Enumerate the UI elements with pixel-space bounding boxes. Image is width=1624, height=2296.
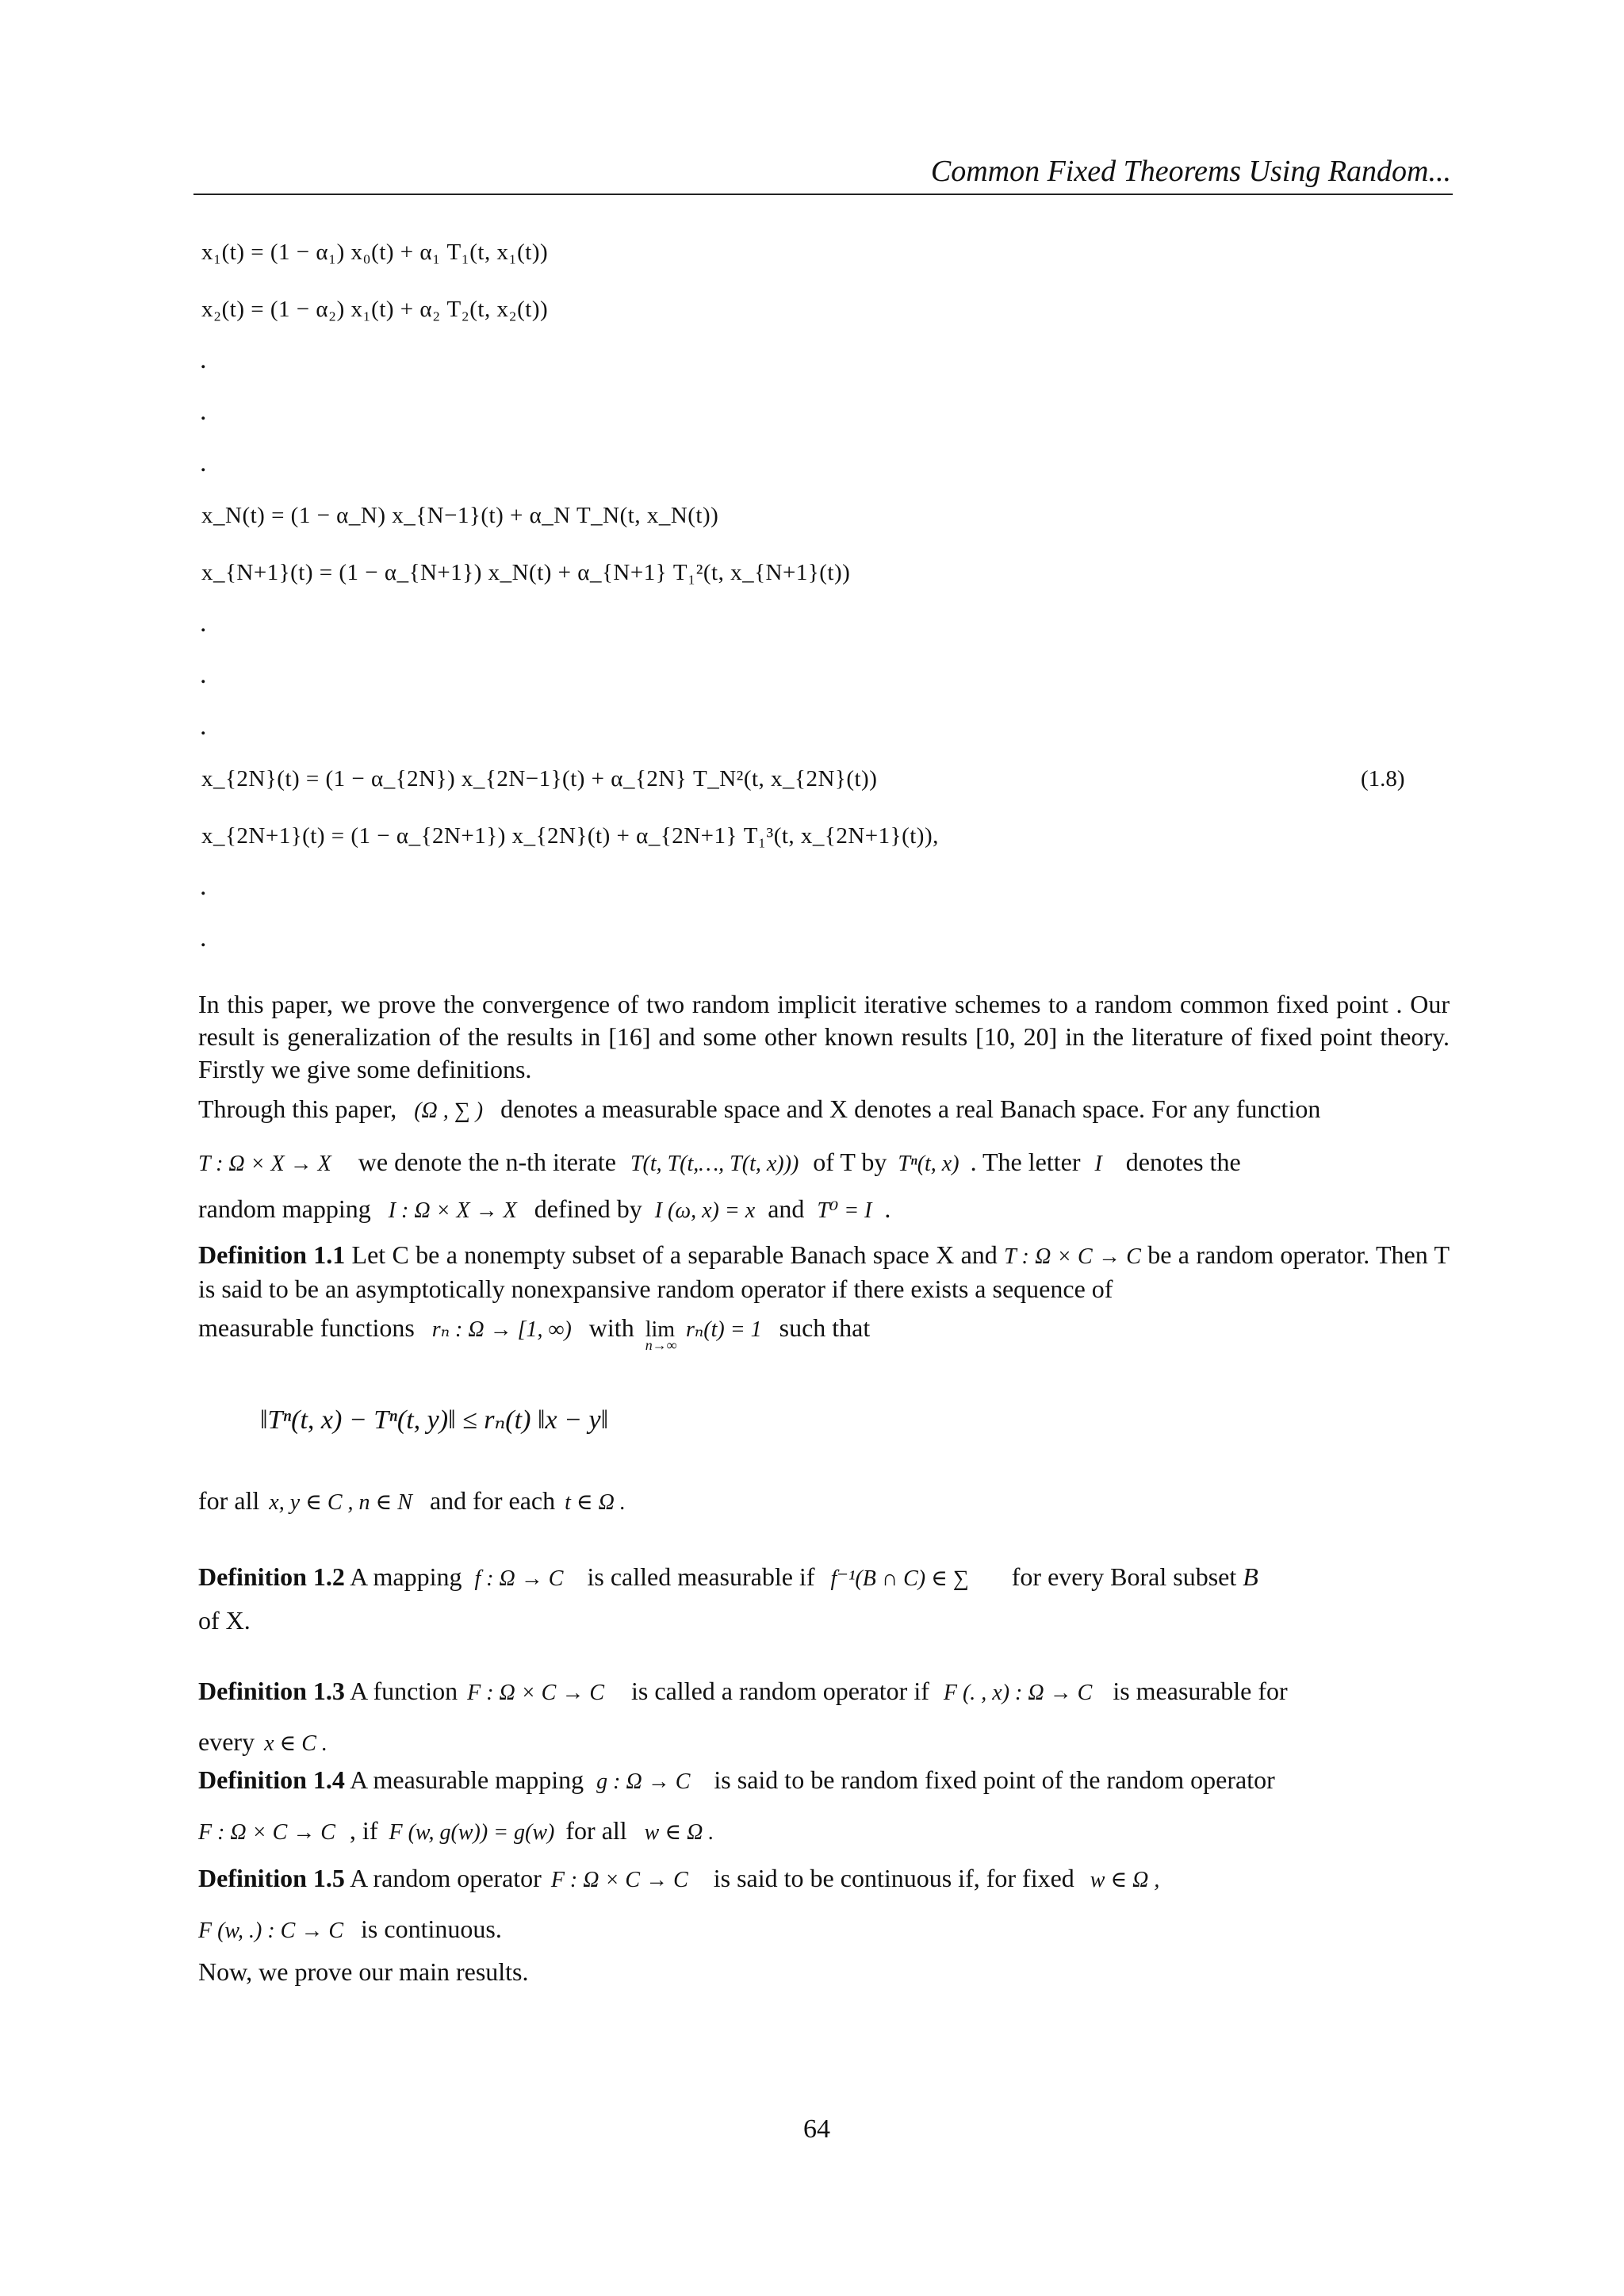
text: be a random operator. Then T is said to be an asymptotically nonexpansive random operator if there exists a sequence of [198, 1240, 1450, 1303]
math-F-w: F (w, .) : C → C [198, 1918, 344, 1943]
definition-1-4 [198, 1765, 1275, 1795]
math-every-x: x ∈ C . [264, 1731, 327, 1756]
ellipsis-dot: . [200, 923, 207, 953]
text: random mapping [198, 1194, 371, 1223]
math-F-section: F (. , x) : Ω → C [943, 1681, 1093, 1705]
equation-x2N: x_{2N}(t) = (1 − α_{2N}) x_{2N−1}(t) + α_{2N} T_N²(t, x_{2N}(t)) [201, 766, 878, 792]
text: A measurable mapping [350, 1765, 584, 1794]
text: with [588, 1313, 634, 1342]
math-w: w ∈ Ω . [644, 1820, 714, 1845]
text: A random operator [350, 1864, 542, 1892]
math-iterate: T(t, T(t,…, T(t, x))) [630, 1152, 799, 1176]
text: . [884, 1194, 891, 1223]
text: for every Boral subset [1011, 1562, 1237, 1591]
math-I: I [1094, 1152, 1102, 1176]
equation-x2N1: x_{2N+1}(t) = (1 − α_{2N+1}) x_{2N}(t) + α_{2N+1} T₁³(t, x_{2N+1}(t)), [201, 823, 939, 849]
text: . The letter [970, 1148, 1081, 1176]
text: A mapping [350, 1562, 462, 1591]
text: of T by [813, 1148, 887, 1176]
forall-line [198, 1486, 626, 1516]
math-F-map: F : Ω × C → C [467, 1681, 605, 1705]
math-Tn: Tⁿ(t, x) [898, 1152, 959, 1176]
text: A function [350, 1677, 458, 1705]
definition-label: Definition 1.2 [198, 1562, 345, 1591]
equation-number: (1.8) [1361, 766, 1405, 792]
closing-line: Now, we prove our main results. [198, 1957, 529, 1986]
text: denotes the [1125, 1148, 1241, 1176]
definition-1-5 [198, 1864, 1159, 1893]
text: for all [565, 1816, 627, 1845]
identity-line [198, 1194, 891, 1224]
math-T-map: T : Ω × X → X [198, 1152, 331, 1176]
equation-xN: x_N(t) = (1 − α_N) x_{N−1}(t) + α_N T_N(t, x_N(t)) [201, 503, 719, 528]
definition-1-4-cont [198, 1816, 714, 1846]
measurable-space-symbol: (Ω , ∑ ) [414, 1098, 484, 1123]
ellipsis-dot: . [200, 448, 207, 477]
nonexpansive-inequality: ‖Tⁿ(t, x) − Tⁿ(t, y)‖ ≤ rₙ(t) ‖x − y‖ [260, 1405, 609, 1435]
definition-label: Definition 1.1 [198, 1240, 346, 1269]
page-number: 64 [803, 2114, 830, 2144]
math-w-fixed: w ∈ Ω , [1090, 1868, 1160, 1892]
definition-1-5-cont [198, 1915, 502, 1944]
text: is called a random operator if [631, 1677, 929, 1705]
math-rn: rₙ : Ω → [1, ∞) [431, 1317, 572, 1342]
text: is said to be continuous if, for fixed [713, 1864, 1074, 1892]
math-T0: T⁰ = I [817, 1198, 872, 1223]
text: , if [349, 1816, 378, 1845]
text: is measurable for [1113, 1677, 1288, 1705]
text: Through this paper, [198, 1094, 397, 1123]
text: and for each [429, 1486, 556, 1515]
definition-1-3-cont [198, 1727, 327, 1757]
math-f-map: f : Ω → C [474, 1566, 564, 1591]
ellipsis-dot: . [200, 345, 207, 374]
setup-line [198, 1094, 1320, 1124]
definition-label: Definition 1.3 [198, 1677, 345, 1705]
text: and [768, 1194, 805, 1223]
definition-1-2 [198, 1562, 1258, 1592]
header-rule [193, 194, 1453, 195]
equation-x1: x₁(t) = (1 − α₁) x₀(t) + α₁ T₁(t, x₁(t)) [201, 240, 549, 265]
math-preimage: f⁻¹(B ∩ C) ∈ ∑ [830, 1566, 969, 1591]
math-fixed-point-cond: F (w, g(w)) = g(w) [389, 1820, 555, 1845]
math-each: t ∈ Ω . [565, 1490, 626, 1515]
text: is said to be random fixed point of the random operator [714, 1765, 1275, 1794]
text: such that [779, 1313, 871, 1342]
ellipsis-dot: . [200, 711, 207, 741]
math-limit-expr: rₙ(t) = 1 [686, 1317, 762, 1342]
definition-1-2-cont: of X. [198, 1606, 251, 1635]
running-title: Common Fixed Theorems Using Random... [930, 155, 1451, 188]
intro-paragraph: In this paper, we prove the convergence of two random implicit iterative schemes to a random common fixed point . Our result is generalization of the results in [16] and some other known results [10, 20] in the literature of fixed point theory. Firstly we give some definitions. [198, 990, 1450, 1083]
text: Let C be a nonempty subset of a separable Banach space X and [351, 1240, 998, 1269]
math-F-map: F : Ω × C → C [550, 1868, 688, 1892]
text: we denote the n-th iterate [358, 1148, 616, 1176]
text: measurable functions [198, 1313, 415, 1342]
measurable-functions-line [198, 1313, 871, 1353]
definition-label: Definition 1.4 [198, 1765, 345, 1794]
equation-x2: x₂(t) = (1 − α₂) x₁(t) + α₂ T₂(t, x₂(t)) [201, 297, 549, 322]
lim-subscript: n→∞ [645, 1337, 677, 1353]
definition-label: Definition 1.5 [198, 1864, 345, 1892]
text: every [198, 1727, 255, 1756]
math-B: B [1243, 1562, 1258, 1591]
definition-1-1 [198, 1239, 1450, 1305]
math-g-map: g : Ω → C [596, 1769, 691, 1794]
ellipsis-dot: . [200, 397, 207, 426]
ellipsis-dot: . [200, 872, 207, 901]
math-I-def: I (ω, x) = x [654, 1198, 756, 1223]
limit-operator [645, 1313, 677, 1353]
math-I-map: I : Ω × X → X [388, 1198, 517, 1223]
definition-1-3 [198, 1677, 1288, 1706]
math-F-map: F : Ω × C → C [198, 1820, 335, 1845]
ellipsis-dot: . [200, 608, 207, 638]
math-T-operator: T : Ω × C → C [1004, 1244, 1141, 1269]
text: denotes a measurable space and X denotes a real Banach space. For any function [500, 1094, 1321, 1123]
text: for all [198, 1486, 260, 1515]
lim-text: lim [645, 1317, 676, 1342]
text: defined by [534, 1194, 642, 1223]
ellipsis-dot: . [200, 660, 207, 689]
equation-xN1: x_{N+1}(t) = (1 − α_{N+1}) x_N(t) + α_{N+1} T₁²(t, x_{N+1}(t)) [201, 560, 851, 585]
text: is called measurable if [587, 1562, 815, 1591]
math-forall: x, y ∈ C , n ∈ N [269, 1490, 412, 1515]
iterate-line [198, 1148, 1241, 1177]
text: is continuous. [361, 1915, 502, 1943]
